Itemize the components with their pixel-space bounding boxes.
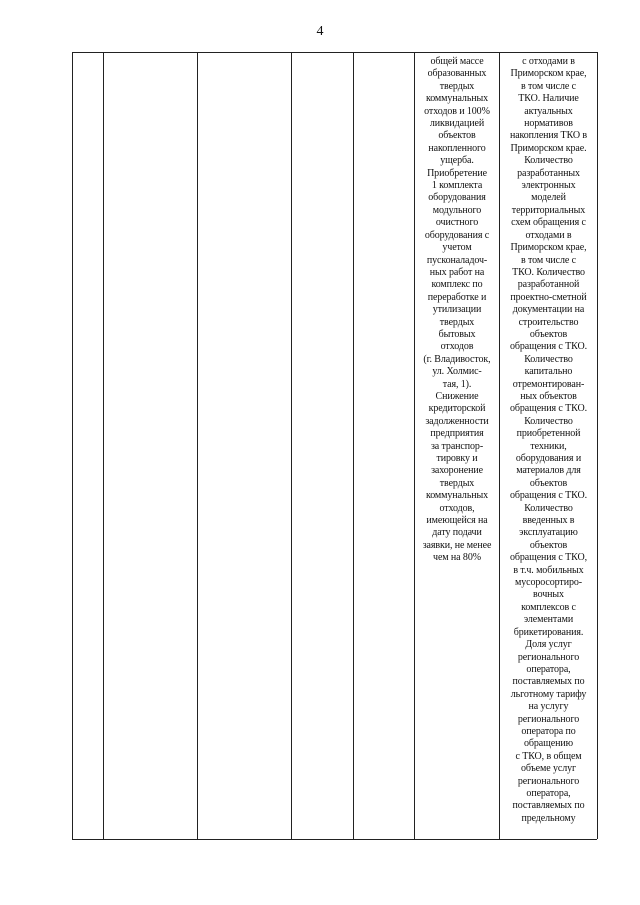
column-border xyxy=(103,52,104,839)
column-border xyxy=(291,52,292,839)
column-border xyxy=(197,52,198,839)
table-cell-expected-results: общей массе образованных твердых коммунальных отходов и 100% ликвидацией объектов накопленного ущерба. Приобретение 1 комплекта оборудования модульного очистного оборудования с учетом пусконаладоч- ных работ на комплекс по переработке и утилизации твердых бытовых отходов (г. Владивосток, ул. Холмис- тая, 1). Снижение кредиторской задолженности предприятия за транспор- тировку и захоронение твердых коммунальных отходов, имеющейся на дату подачи заявки, не менее чем на 80% xyxy=(422,56,492,564)
page-number: 4 xyxy=(316,24,324,39)
table-bottom-border xyxy=(72,839,597,840)
column-border xyxy=(353,52,354,839)
column-border xyxy=(414,52,415,839)
column-border xyxy=(72,52,73,839)
column-border xyxy=(597,52,598,839)
column-border xyxy=(499,52,500,839)
table-top-border xyxy=(72,52,597,53)
table-cell-indicators: с отходами в Приморском крае, в том числе с ТКО. Наличие актуальных нормативов накопления ТКО в Приморском крае. Количество разработанных электронных моделей территориальных схем обращения с отходами в Приморском крае, в том числе с ТКО. Количество разработанной проектно-сметной документации на строительство объектов обращения с ТКО. Количество капитально отремонтирован- ных объектов обращения с ТКО. Количество приобретенной техники, оборудования и материалов для объектов обращения с ТКО. Количество введенных в эксплуатацию объектов обращения с ТКО, в т.ч. мобильных мусоросортиро- вочных комплексов с элементами брикетирования. Доля услуг регионального оператора, поставляемых по льготному тарифу на услугу регионального оператора по обращению с ТКО, в общем объеме услуг регионального оператора, поставляемых по предельному xyxy=(509,56,588,824)
